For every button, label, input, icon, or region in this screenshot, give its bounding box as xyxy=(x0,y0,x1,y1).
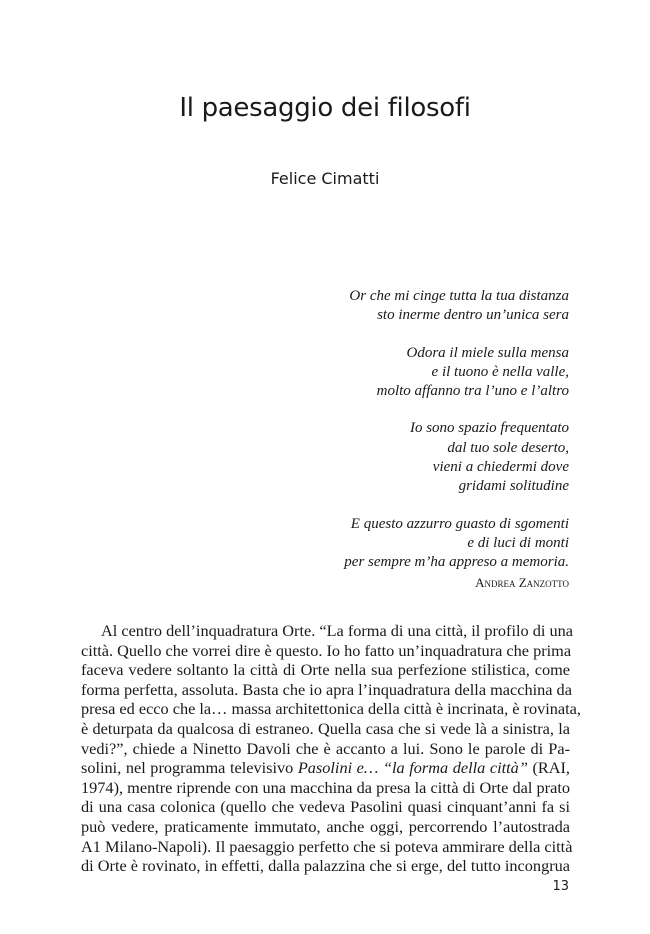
body-line xyxy=(81,758,570,778)
epigraph-line: molto affanno tra l’uno e l’altro xyxy=(376,383,569,400)
epigraph-line: e di luci di monti xyxy=(467,534,569,551)
epigraph-line: Io sono spazio frequentato xyxy=(409,420,569,437)
body-line: faceva vedere soltanto la città di Orte nella sua perfezione stilistica, come xyxy=(81,660,570,680)
epigraph-attribution: Andrea Zanzotto xyxy=(475,574,569,590)
body-line: vedi?”, chiede a Ninetto Davoli che è accanto a lui. Sono le parole di Pa- xyxy=(81,738,570,758)
body-line: Al centro dell’inquadratura Orte. “La forma di una città, il profilo di una xyxy=(101,621,573,640)
body-line: di una casa colonica (quello che vedeva Pasolini quasi cinquant’anni fa si xyxy=(81,797,570,817)
epigraph-line: Odora il miele sulla mensa xyxy=(406,344,569,361)
epigraph xyxy=(169,287,569,592)
epigraph-line: vieni a chiedermi dove xyxy=(432,459,569,476)
epigraph-stanza xyxy=(169,515,569,573)
epigraph-line: dal tuo sole deserto, xyxy=(447,439,569,456)
page-number: 13 xyxy=(552,879,569,894)
body-line: può vedere, praticamente immutato, anche oggi, percorrendo l’autostrada xyxy=(81,816,570,836)
body-line-text: solini, nel programma televisivo xyxy=(81,758,298,778)
author-name: Felice Cimatti xyxy=(270,169,380,188)
chapter-title: Il paesaggio dei filosofi xyxy=(179,93,471,123)
body-line: A1 Milano-Napoli). Il paesaggio perfetto che si poteva ammirare della città xyxy=(81,836,573,856)
epigraph-line: sto inerme dentro un’unica sera xyxy=(377,307,569,324)
body-line: è deturpata da qualcosa di estraneo. Quella casa che si vede là a sinistra, la xyxy=(81,718,570,738)
epigraph-stanza xyxy=(169,344,569,402)
body-line: di Orte è rovinato, in effetti, dalla palazzina che si erge, del tutto incongrua xyxy=(81,856,570,876)
epigraph-line: e il tuono è nella valle, xyxy=(431,363,569,380)
body-line: presa ed ecco che la… massa architettonica della città è incrinata, è rovinata, xyxy=(81,699,581,719)
body-line-text: (RAI, xyxy=(527,758,571,778)
epigraph-line: per sempre m’ha appreso a memoria. xyxy=(344,554,569,571)
epigraph-line: E questo azzurro guasto di sgomenti xyxy=(350,515,569,532)
body-line: forma perfetta, assoluta. Basta che io apra l’inquadratura della macchina da xyxy=(81,679,572,699)
epigraph-line: Or che mi cinge tutta la tua distanza xyxy=(349,288,569,304)
body-line: città. Quello che vorrei dire è questo. Io ho fatto un’inquadratura che prima xyxy=(81,640,572,660)
tv-program-title: Pasolini e… “la forma della città” xyxy=(297,758,528,778)
body-line: 1974), mentre riprende con una macchina da presa la città di Orte dal prato xyxy=(81,777,570,797)
epigraph-line: gridami solitudine xyxy=(458,478,569,495)
epigraph-stanza xyxy=(169,287,569,326)
body-paragraph xyxy=(81,621,581,876)
epigraph-stanza xyxy=(169,419,569,496)
